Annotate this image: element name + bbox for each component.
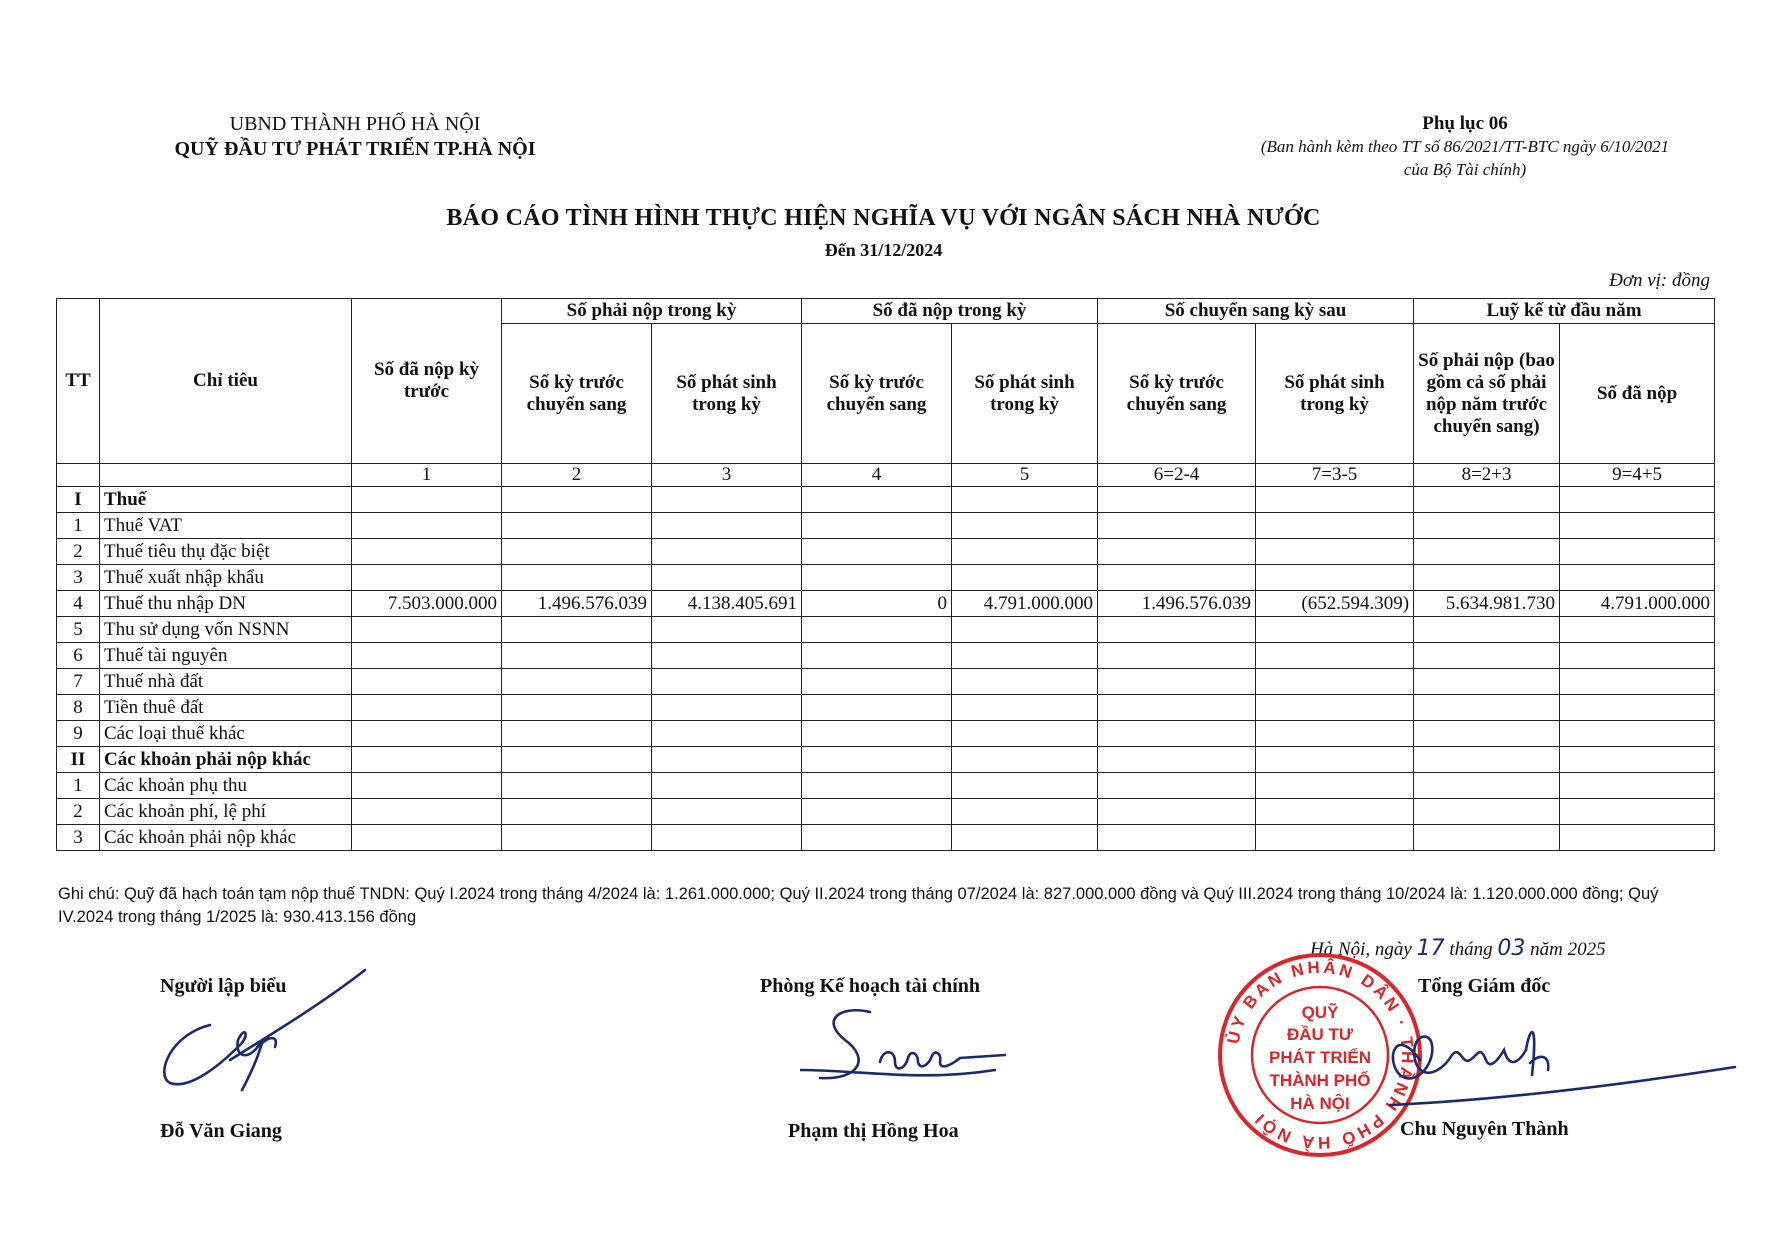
- section-row: [57, 747, 1715, 773]
- cell-value: [952, 539, 1098, 565]
- header-paid-prev-carried: Số kỳ trước chuyển sang: [802, 324, 952, 464]
- cell-value: 0: [802, 591, 952, 617]
- row-label: Tiền thuê đất: [100, 695, 352, 721]
- cell-value: [1414, 721, 1560, 747]
- signer-1-name: Đỗ Văn Giang: [160, 1120, 282, 1142]
- cell-value: [952, 721, 1098, 747]
- header-group-payable: Số phải nộp trong kỳ: [502, 299, 802, 324]
- cell-value: [802, 669, 952, 695]
- cell-value: [352, 487, 502, 513]
- table-row: [57, 591, 1715, 617]
- signature-1-image: [150, 965, 380, 1100]
- cell-value: 7.503.000.000: [352, 591, 502, 617]
- row-number: 1: [57, 513, 100, 539]
- cell-value: [1560, 721, 1715, 747]
- seal-ring-text: ỦY BAN NHÂN DÂN · THÀNH PHỐ HÀ NỘI: [1223, 957, 1418, 1153]
- column-number: 2: [502, 464, 652, 487]
- date-month-label: tháng: [1449, 939, 1493, 960]
- cell-value: [952, 513, 1098, 539]
- cell-value: [652, 539, 802, 565]
- signer-2-title: Phòng Kế hoạch tài chính: [760, 975, 981, 997]
- column-number: [100, 464, 352, 487]
- cell-value: [1256, 799, 1414, 825]
- cell-value: [502, 747, 652, 773]
- cell-value: [1560, 487, 1715, 513]
- table-row: [57, 643, 1715, 669]
- cell-value: [952, 747, 1098, 773]
- appendix-note-line-2: của Bộ Tài chính): [1403, 160, 1527, 179]
- seal-line-1: QUỸ: [1301, 1003, 1339, 1022]
- cell-value: [352, 513, 502, 539]
- header-tt: TT: [57, 299, 100, 464]
- column-number: 3: [652, 464, 802, 487]
- cell-value: 4.791.000.000: [952, 591, 1098, 617]
- cell-value: [1414, 513, 1560, 539]
- row-label: Thuế thu nhập DN: [100, 591, 352, 617]
- cell-value: [1098, 747, 1256, 773]
- cell-value: [352, 669, 502, 695]
- cell-value: [352, 539, 502, 565]
- header-payable-arising: Số phát sinh trong kỳ: [652, 324, 802, 464]
- table-body: [57, 487, 1715, 851]
- cell-value: [502, 799, 652, 825]
- cell-value: [652, 695, 802, 721]
- row-label: Thuế tiêu thụ đặc biệt: [100, 539, 352, 565]
- row-number: II: [57, 747, 100, 773]
- header-carry-arising: Số phát sinh trong kỳ: [1256, 324, 1414, 464]
- row-number: 5: [57, 617, 100, 643]
- row-label: Thuế tài nguyên: [100, 643, 352, 669]
- cell-value: [352, 695, 502, 721]
- row-number: I: [57, 487, 100, 513]
- cell-value: [1414, 539, 1560, 565]
- column-number: 8=2+3: [1414, 464, 1560, 487]
- cell-value: [502, 773, 652, 799]
- column-number: 5: [952, 464, 1098, 487]
- row-number: 3: [57, 825, 100, 851]
- table-row: [57, 669, 1715, 695]
- cell-value: [952, 799, 1098, 825]
- header-paid-arising: Số phát sinh trong kỳ: [952, 324, 1098, 464]
- column-number: [57, 464, 100, 487]
- column-number: 1: [352, 464, 502, 487]
- cell-value: [1414, 695, 1560, 721]
- cell-value: [652, 825, 802, 851]
- cell-value: [802, 773, 952, 799]
- row-label: Các khoản phí, lệ phí: [100, 799, 352, 825]
- cell-value: 5.634.981.730: [1414, 591, 1560, 617]
- cell-value: [502, 487, 652, 513]
- table-row: [57, 513, 1715, 539]
- cell-value: [1560, 565, 1715, 591]
- row-number: 1: [57, 773, 100, 799]
- cell-value: [802, 513, 952, 539]
- cell-value: [502, 695, 652, 721]
- cell-value: [502, 643, 652, 669]
- header-cumulative-payable: Số phải nộp (bao gồm cả số phải nộp năm trước chuyển sang): [1414, 324, 1560, 464]
- cell-value: [952, 773, 1098, 799]
- cell-value: [1414, 825, 1560, 851]
- table-row: [57, 539, 1715, 565]
- cell-value: [1414, 643, 1560, 669]
- table-row: [57, 617, 1715, 643]
- signer-3-title: Tổng Giám đốc: [1418, 975, 1551, 997]
- cell-value: [1256, 643, 1414, 669]
- table-row: [57, 799, 1715, 825]
- appendix-title: Phụ lục 06: [1422, 113, 1508, 134]
- header-carry-prev-carried: Số kỳ trước chuyển sang: [1098, 324, 1256, 464]
- row-label: Thuế xuất nhập khẩu: [100, 565, 352, 591]
- header-cumulative-paid: Số đã nộp: [1560, 324, 1715, 464]
- organization-header: [150, 112, 560, 162]
- report-subtitle: Đến 31/12/2024: [824, 240, 943, 260]
- column-number: 4: [802, 464, 952, 487]
- cell-value: [1256, 617, 1414, 643]
- table-row: [57, 825, 1715, 851]
- row-label: Các khoản phải nộp khác: [100, 747, 352, 773]
- cell-value: [352, 799, 502, 825]
- cell-value: [802, 539, 952, 565]
- cell-value: [1560, 669, 1715, 695]
- cell-value: [802, 487, 952, 513]
- cell-value: [952, 487, 1098, 513]
- row-label: Thuế: [100, 487, 352, 513]
- cell-value: [1098, 721, 1256, 747]
- cell-value: [1256, 513, 1414, 539]
- row-label: Các khoản phụ thu: [100, 773, 352, 799]
- section-row: [57, 487, 1715, 513]
- cell-value: [502, 721, 652, 747]
- cell-value: [1560, 773, 1715, 799]
- cell-value: [1098, 695, 1256, 721]
- cell-value: [502, 565, 652, 591]
- cell-value: [802, 617, 952, 643]
- row-number: 6: [57, 643, 100, 669]
- cell-value: [802, 799, 952, 825]
- cell-value: [952, 617, 1098, 643]
- cell-value: [652, 721, 802, 747]
- cell-value: [1560, 825, 1715, 851]
- cell-value: [1256, 669, 1414, 695]
- cell-value: [1414, 747, 1560, 773]
- row-number: 2: [57, 539, 100, 565]
- currency-unit: Đơn vị: đồng: [1609, 270, 1710, 291]
- date-month: 03: [1497, 936, 1526, 961]
- cell-value: [802, 825, 952, 851]
- cell-value: [502, 539, 652, 565]
- footnote: Ghi chú: Quỹ đã hạch toán tạm nộp thuế TNDN: Quý I.2024 trong tháng 4/2024 là: 1.261.000.000; Quý II.2024 trong tháng 07/2024 là: 827.000.000 đồng và Quý III.2024 trong tháng 10/2024 là: 1.120.000.000 đồng; Quý IV.2024 trong tháng 1/2025 là: 930.413.156 đồng: [58, 885, 1659, 926]
- cell-value: [502, 825, 652, 851]
- table-row: [57, 695, 1715, 721]
- cell-value: [352, 773, 502, 799]
- cell-value: [652, 513, 802, 539]
- cell-value: [652, 487, 802, 513]
- cell-value: [1414, 669, 1560, 695]
- column-number: 6=2-4: [1098, 464, 1256, 487]
- cell-value: [1098, 565, 1256, 591]
- cell-value: [952, 643, 1098, 669]
- header-indicator: Chỉ tiêu: [100, 299, 352, 464]
- cell-value: [1560, 747, 1715, 773]
- cell-value: [1256, 539, 1414, 565]
- column-number: 9=4+5: [1560, 464, 1715, 487]
- signer-3-name: Chu Nguyên Thành: [1400, 1118, 1569, 1140]
- signer-2-name: Phạm thị Hồng Hoa: [788, 1120, 959, 1142]
- cell-value: [1256, 825, 1414, 851]
- table-row: [57, 565, 1715, 591]
- row-number: 8: [57, 695, 100, 721]
- cell-value: [652, 565, 802, 591]
- cell-value: [802, 721, 952, 747]
- row-number: 4: [57, 591, 100, 617]
- header-paid-previous: Số đã nộp kỳ trước: [352, 299, 502, 464]
- date-day: 17: [1416, 936, 1445, 961]
- cell-value: [952, 825, 1098, 851]
- cell-value: [1256, 487, 1414, 513]
- date-year: năm 2025: [1530, 939, 1606, 960]
- row-number: 7: [57, 669, 100, 695]
- cell-value: [1098, 773, 1256, 799]
- column-number-row: [57, 464, 1715, 487]
- cell-value: [352, 825, 502, 851]
- cell-value: [1256, 747, 1414, 773]
- cell-value: [1414, 773, 1560, 799]
- cell-value: [1098, 643, 1256, 669]
- cell-value: [802, 565, 952, 591]
- cell-value: [1560, 695, 1715, 721]
- cell-value: [1560, 513, 1715, 539]
- signature-2-image: [800, 1000, 1020, 1100]
- cell-value: 1.496.576.039: [1098, 591, 1256, 617]
- cell-value: [652, 617, 802, 643]
- cell-value: 4.791.000.000: [1560, 591, 1715, 617]
- cell-value: [502, 617, 652, 643]
- cell-value: [802, 695, 952, 721]
- cell-value: 4.138.405.691: [652, 591, 802, 617]
- cell-value: [1098, 513, 1256, 539]
- cell-value: [352, 747, 502, 773]
- cell-value: [352, 721, 502, 747]
- cell-value: [802, 747, 952, 773]
- cell-value: [1256, 773, 1414, 799]
- table-row: [57, 721, 1715, 747]
- cell-value: [1098, 825, 1256, 851]
- cell-value: [1098, 669, 1256, 695]
- table-row: [57, 773, 1715, 799]
- cell-value: [652, 773, 802, 799]
- cell-value: [652, 643, 802, 669]
- row-label: Các khoản phải nộp khác: [100, 825, 352, 851]
- cell-value: [1256, 695, 1414, 721]
- cell-value: [1414, 799, 1560, 825]
- cell-value: [952, 669, 1098, 695]
- cell-value: [952, 565, 1098, 591]
- cell-value: [352, 643, 502, 669]
- column-number: 7=3-5: [1256, 464, 1414, 487]
- report-title: BÁO CÁO TÌNH HÌNH THỰC HIỆN NGHĨA VỤ VỚI NGÂN SÁCH NHÀ NƯỚC: [446, 205, 1321, 231]
- row-number: 2: [57, 799, 100, 825]
- header-payable-prev-carried: Số kỳ trước chuyển sang: [502, 324, 652, 464]
- row-label: Thu sử dụng vốn NSNN: [100, 617, 352, 643]
- cell-value: [1098, 617, 1256, 643]
- cell-value: [352, 617, 502, 643]
- row-label: Các loại thuế khác: [100, 721, 352, 747]
- seal-line-4: THÀNH PHỐ: [1269, 1071, 1371, 1090]
- cell-value: [1098, 539, 1256, 565]
- signer-1-title: Người lập biểu: [160, 975, 287, 997]
- row-label: Thuế nhà đất: [100, 669, 352, 695]
- organization-name: QUỸ ĐẦU TƯ PHÁT TRIỂN TP.HÀ NỘI: [174, 138, 536, 160]
- cell-value: [1560, 539, 1715, 565]
- row-label: Thuế VAT: [100, 513, 352, 539]
- cell-value: [502, 513, 652, 539]
- cell-value: (652.594.309): [1256, 591, 1414, 617]
- appendix-note-line-1: (Ban hành kèm theo TT số 86/2021/TT-BTC ngày 6/10/2021: [1260, 137, 1670, 156]
- cell-value: [1098, 487, 1256, 513]
- date-prefix: Hà Nội, ngày: [1310, 939, 1412, 960]
- cell-value: [652, 799, 802, 825]
- obligation-table: [56, 298, 1715, 851]
- cell-value: [802, 643, 952, 669]
- header-group-paid: Số đã nộp trong kỳ: [802, 299, 1098, 324]
- cell-value: [952, 695, 1098, 721]
- signature-3-image: [1380, 1005, 1740, 1115]
- cell-value: [1256, 565, 1414, 591]
- seal-line-2: ĐẦU TƯ: [1286, 1025, 1354, 1044]
- header-group-cumulative: Luỹ kế từ đầu năm: [1414, 299, 1715, 324]
- row-number: 9: [57, 721, 100, 747]
- cell-value: [502, 669, 652, 695]
- row-number: 3: [57, 565, 100, 591]
- parent-organization: UBND THÀNH PHỐ HÀ NỘI: [229, 113, 481, 135]
- cell-value: [652, 669, 802, 695]
- cell-value: [1560, 617, 1715, 643]
- seal-line-5: HÀ NỘI: [1290, 1094, 1350, 1113]
- cell-value: [1414, 617, 1560, 643]
- seal-line-3: PHÁT TRIỂN: [1269, 1048, 1371, 1067]
- cell-value: [1414, 565, 1560, 591]
- cell-value: 1.496.576.039: [502, 591, 652, 617]
- header-group-carryover: Số chuyển sang kỳ sau: [1098, 299, 1414, 324]
- cell-value: [1560, 799, 1715, 825]
- appendix-header: [1215, 112, 1715, 181]
- cell-value: [1414, 487, 1560, 513]
- cell-value: [1098, 799, 1256, 825]
- cell-value: [1560, 643, 1715, 669]
- cell-value: [1256, 721, 1414, 747]
- cell-value: [652, 747, 802, 773]
- cell-value: [352, 565, 502, 591]
